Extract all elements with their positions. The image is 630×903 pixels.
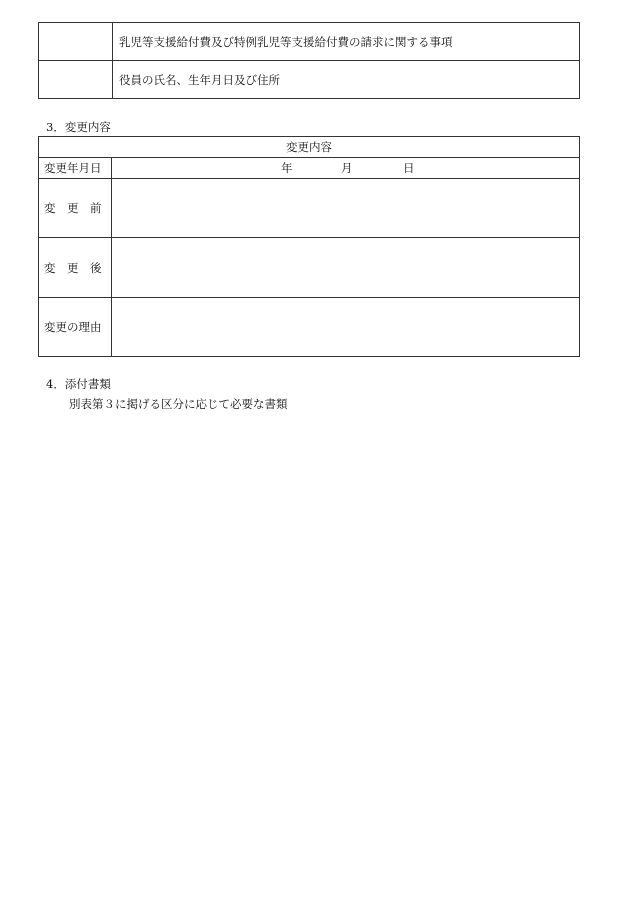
date-year-label: 年	[281, 161, 293, 175]
table-row	[38, 60, 580, 99]
after-change-label: 変 更 後	[39, 238, 112, 297]
section-3-heading: 3．変更内容	[46, 120, 111, 134]
attachments-text: 別表第３に掲げる区分に応じて必要な書類	[69, 397, 288, 411]
after-change-row	[39, 238, 579, 298]
date-month-label: 月	[341, 161, 353, 175]
change-date-row	[39, 158, 579, 179]
after-change-field[interactable]	[112, 238, 579, 297]
row-label-cell	[39, 23, 113, 60]
row-text-cell: 乳児等支援給付費及び特例乳児等支援給付費の請求に関する事項	[119, 34, 453, 49]
reason-row	[39, 298, 579, 356]
date-day-label: 日	[403, 161, 415, 175]
before-change-row	[39, 179, 579, 238]
before-change-field[interactable]	[112, 179, 579, 237]
reason-label: 変更の理由	[39, 298, 112, 356]
before-change-label: 変 更 前	[39, 179, 112, 237]
section-4-heading: 4．添付書類	[46, 377, 111, 391]
table-row	[38, 22, 580, 60]
change-date-label: 変更年月日	[39, 158, 112, 178]
reason-field[interactable]	[112, 298, 579, 356]
row-text-cell: 役員の氏名、生年月日及び住所	[119, 72, 280, 87]
change-table	[38, 136, 580, 357]
change-date-value[interactable]	[112, 158, 579, 178]
items-table	[38, 22, 580, 99]
row-label-cell	[39, 61, 113, 98]
change-table-header: 変更内容	[39, 137, 579, 158]
